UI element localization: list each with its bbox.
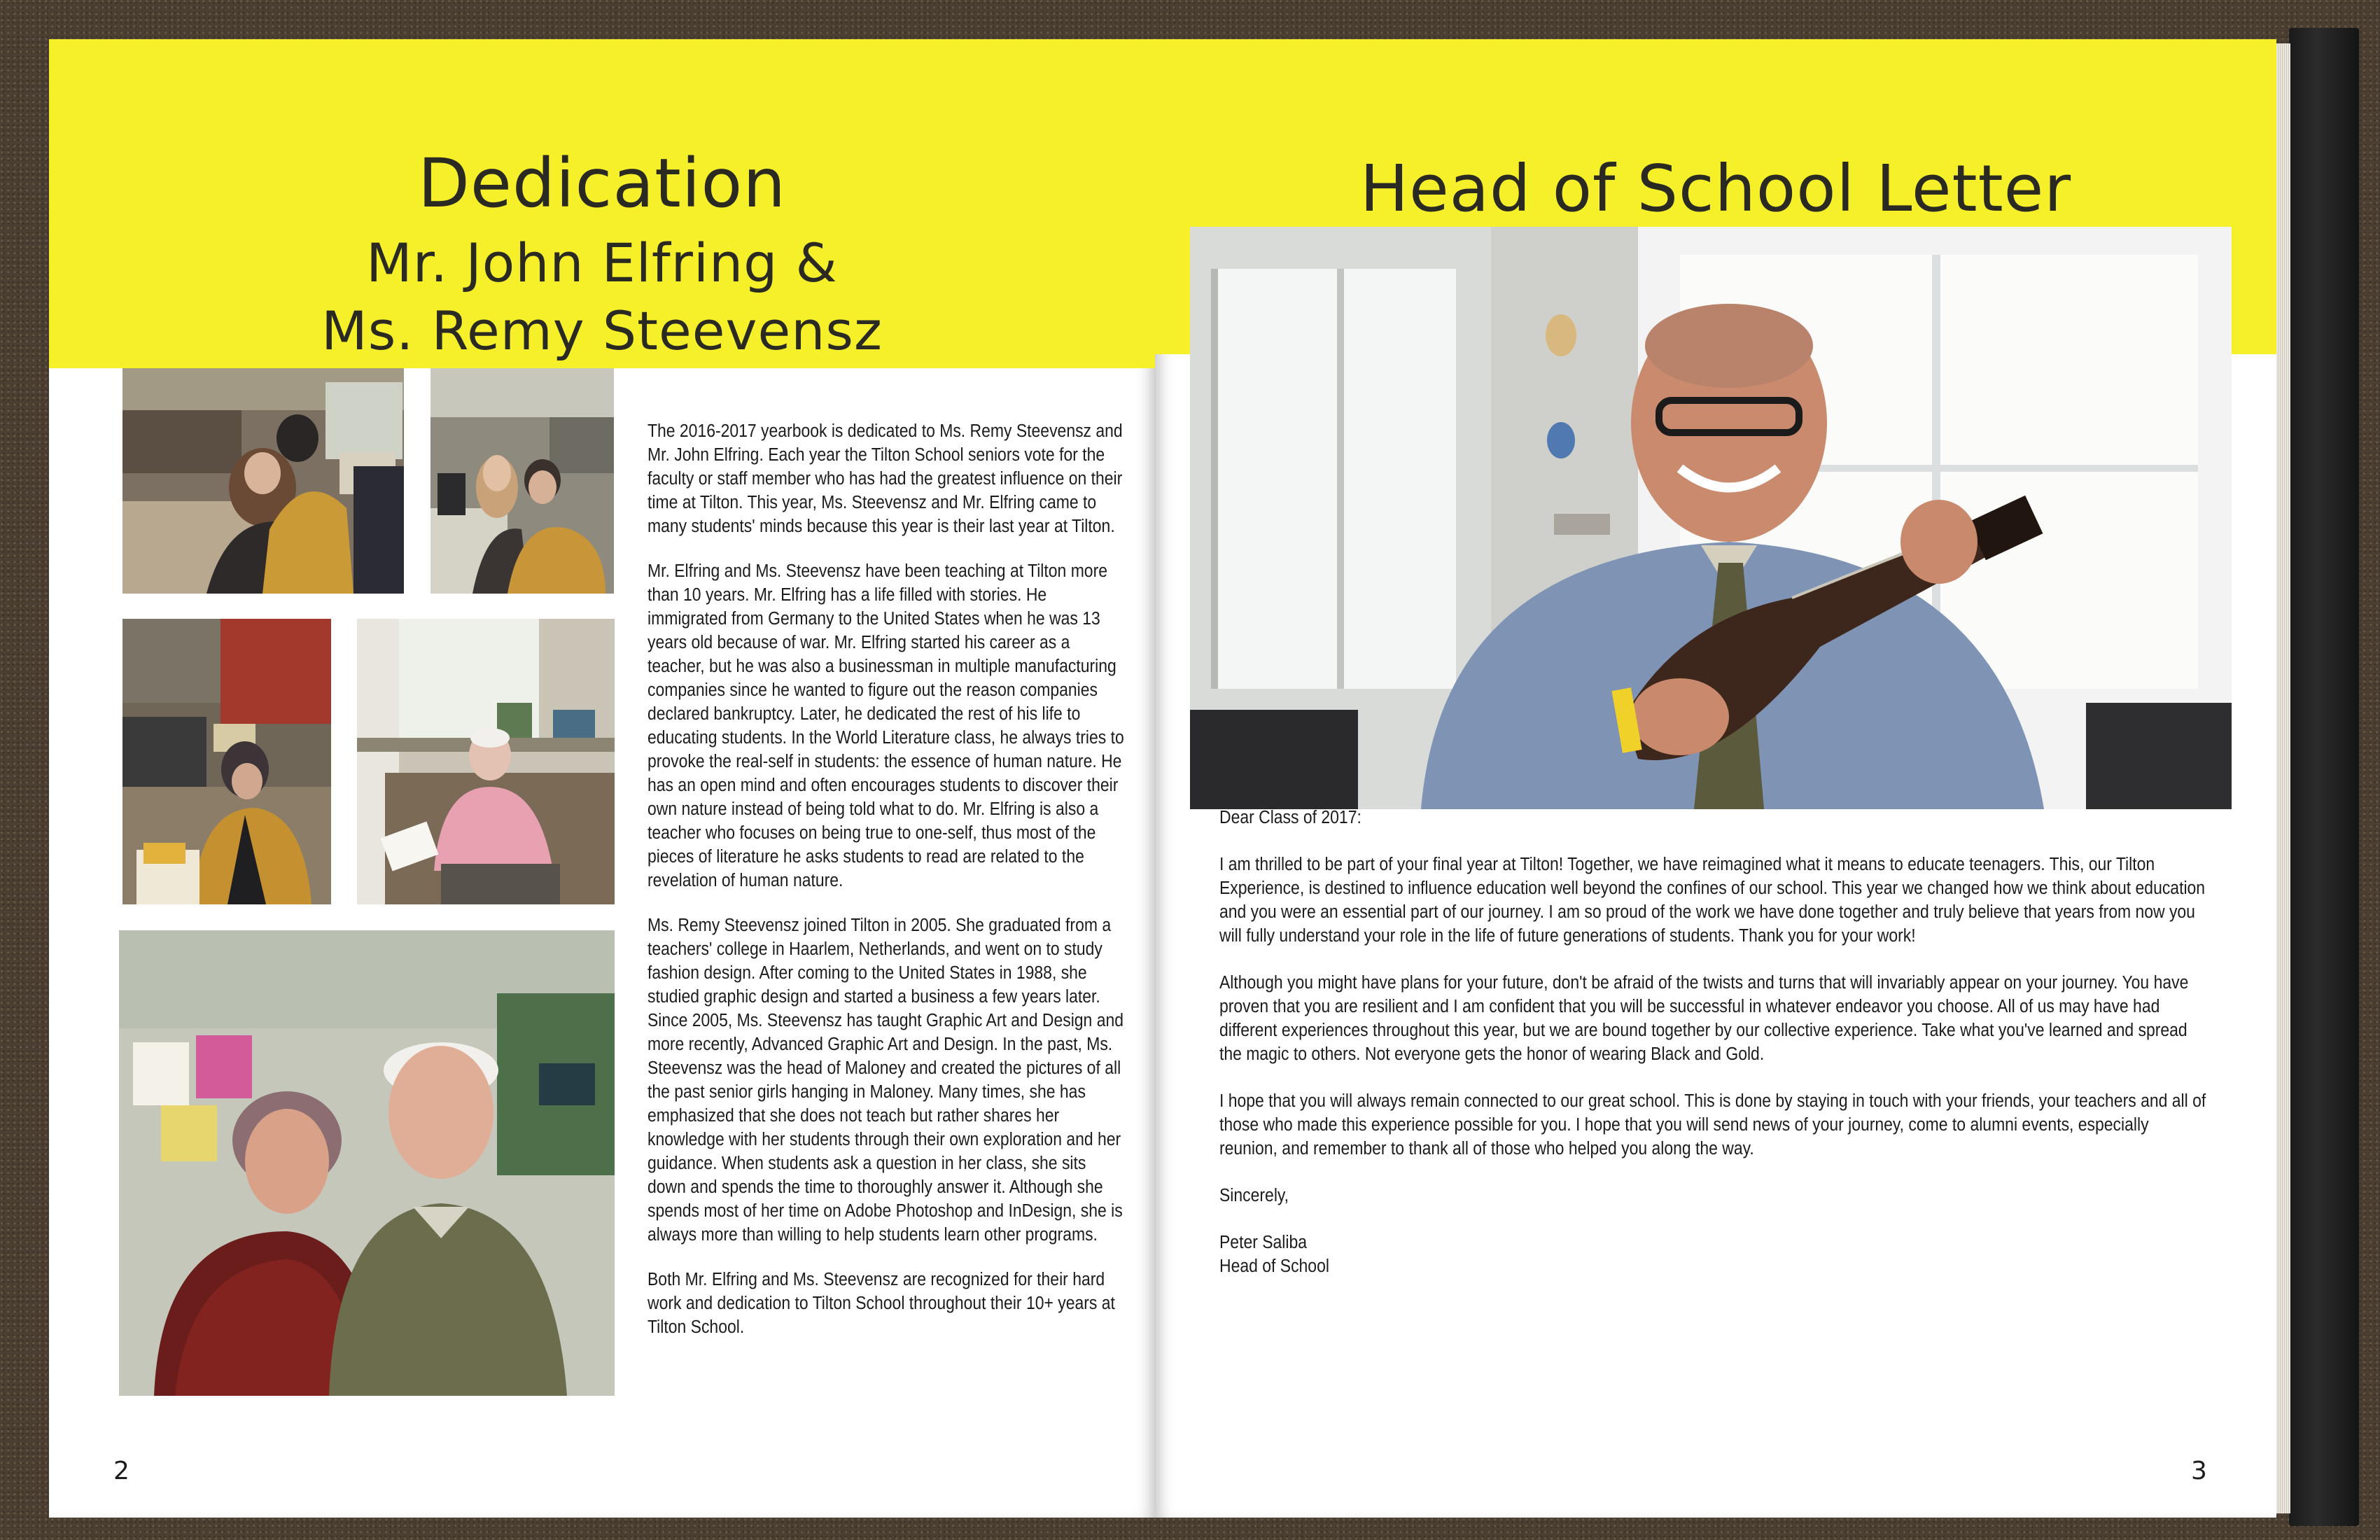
- photo-man-on-couch: [357, 619, 615, 904]
- signer-name: Peter Saliba: [1219, 1233, 1308, 1252]
- book-cover-edge: [2289, 28, 2359, 1526]
- letter-salutation: Dear Class of 2017:: [1219, 808, 1362, 827]
- photo-head-of-school-ukulele: [1190, 227, 2232, 809]
- letter-paragraph: I hope that you will always remain connected to our great school. This is done by staying in touch with your friends, your teachers and all of those who made this experience possible for you. I hope that you will send news of your journey, come to alumni events, especially reunion, and remember to thank all of those who helped you along the way.: [1219, 1091, 2206, 1158]
- photo-couple-portrait: [119, 930, 615, 1396]
- page-title: Dedication: [417, 144, 787, 223]
- dedication-subtitle-line2: Ms. Remy Steevensz: [321, 300, 883, 362]
- page-title: Head of School Letter: [1359, 151, 2072, 226]
- page-number: 3: [2191, 1457, 2207, 1485]
- photo-student-and-teacher: [430, 368, 614, 594]
- letter-paragraph: Although you might have plans for your future, don't be afraid of the twists and turns that will invariably appear on your journey. You have proven that you are resilient and I am confident that you will be successful in whatever endeavor you choose. All of us may have had different experiences throughout this year, but we are bound together by our collective experience. Take what you've learned and spread the magic to others. Not everyone gets the honor of wearing Black and Gold.: [1219, 973, 2189, 1064]
- page-number: 2: [113, 1457, 130, 1485]
- letter-closing: Sincerely,: [1219, 1186, 1289, 1205]
- dedication-page: [49, 39, 1155, 1518]
- page-stack-edge: [2276, 43, 2290, 1513]
- photo-teacher-at-desk: [122, 619, 331, 904]
- photo-classroom-students: [122, 368, 404, 594]
- letter-paragraph: I am thrilled to be part of your final year at Tilton! Together, we have reimagined what it means to educate teenagers. This, our Tilton Experience, is destined to influence education well beyond the confines of our school. This year we changed how we think about education and you were an essential part of our journey. I am so proud of the work we have done together and truly believe that years from now you will fully understand your role in the life of future generations of students. Thank you for your work!: [1219, 855, 2206, 946]
- dedication-paragraph: The 2016-2017 yearbook is dedicated to Ms. Remy Steevensz and Mr. John Elfring. Each year the Tilton School seniors vote for the faculty or staff member who has had the greatest influence on their time at Tilton. This year, Ms. Steevensz and Mr. Elfring came to many students' minds because this year is their last year at Tilton.: [648, 421, 1123, 536]
- head-of-school-letter-page: [1155, 39, 2276, 1518]
- letter-body: [1219, 806, 2208, 1278]
- signer-title: Head of School: [1219, 1256, 1329, 1276]
- dedication-paragraph: Both Mr. Elfring and Ms. Steevensz are recognized for their hard work and dedication to Tilton School throughout their 10+ years at Tilton School.: [648, 1270, 1115, 1337]
- dedication-body: [648, 419, 1126, 1360]
- dedication-paragraph: Ms. Remy Steevensz joined Tilton in 2005. She graduated from a teachers' college in Haarlem, Netherlands, and went on to study fashion design. After coming to the United States in 1988, she studied graphic design and started a business a few years later. Since 2005, Ms. Steevensz has taught Graphic Art and Design and more recently, Advanced Graphic Art and Design. In the past, Ms. Steevensz was the head of Maloney and created the pictures of all the past senior girls hanging in Maloney. Many times, she has emphasized that she does not teach but rather shares her knowledge with her students through their own exploration and her guidance. When students ask a question in her class, she sits down and spends the time to thoroughly answer it. Although she spends most of her time on Adobe Photoshop and InDesign, she is always more than willing to help students learn other programs.: [648, 916, 1124, 1245]
- dedication-paragraph: Mr. Elfring and Ms. Steevensz have been teaching at Tilton more than 10 years. Mr. Elfring has a life filled with stories. He immigrated from Germany to the United States when he was 13 years old because of war. Mr. Elfring started his career as a teacher, but he was also a businessman in multiple manufacturing companies since he wanted to figure out the reason companies declared bankruptcy. Later, he dedicated the rest of his life to educating students. In the World Literature class, he always tries to provoke the real-self in students: the essence of human nature. He has an open mind and often encourages students to discover their own nature instead of being told what to do. Mr. Elfring is also a teacher who focuses on being true to one-self, thus most of the pieces of literature he asks students to read are related to the revelation of human nature.: [648, 561, 1124, 890]
- dedication-subtitle-line1: Mr. John Elfring &: [366, 232, 838, 294]
